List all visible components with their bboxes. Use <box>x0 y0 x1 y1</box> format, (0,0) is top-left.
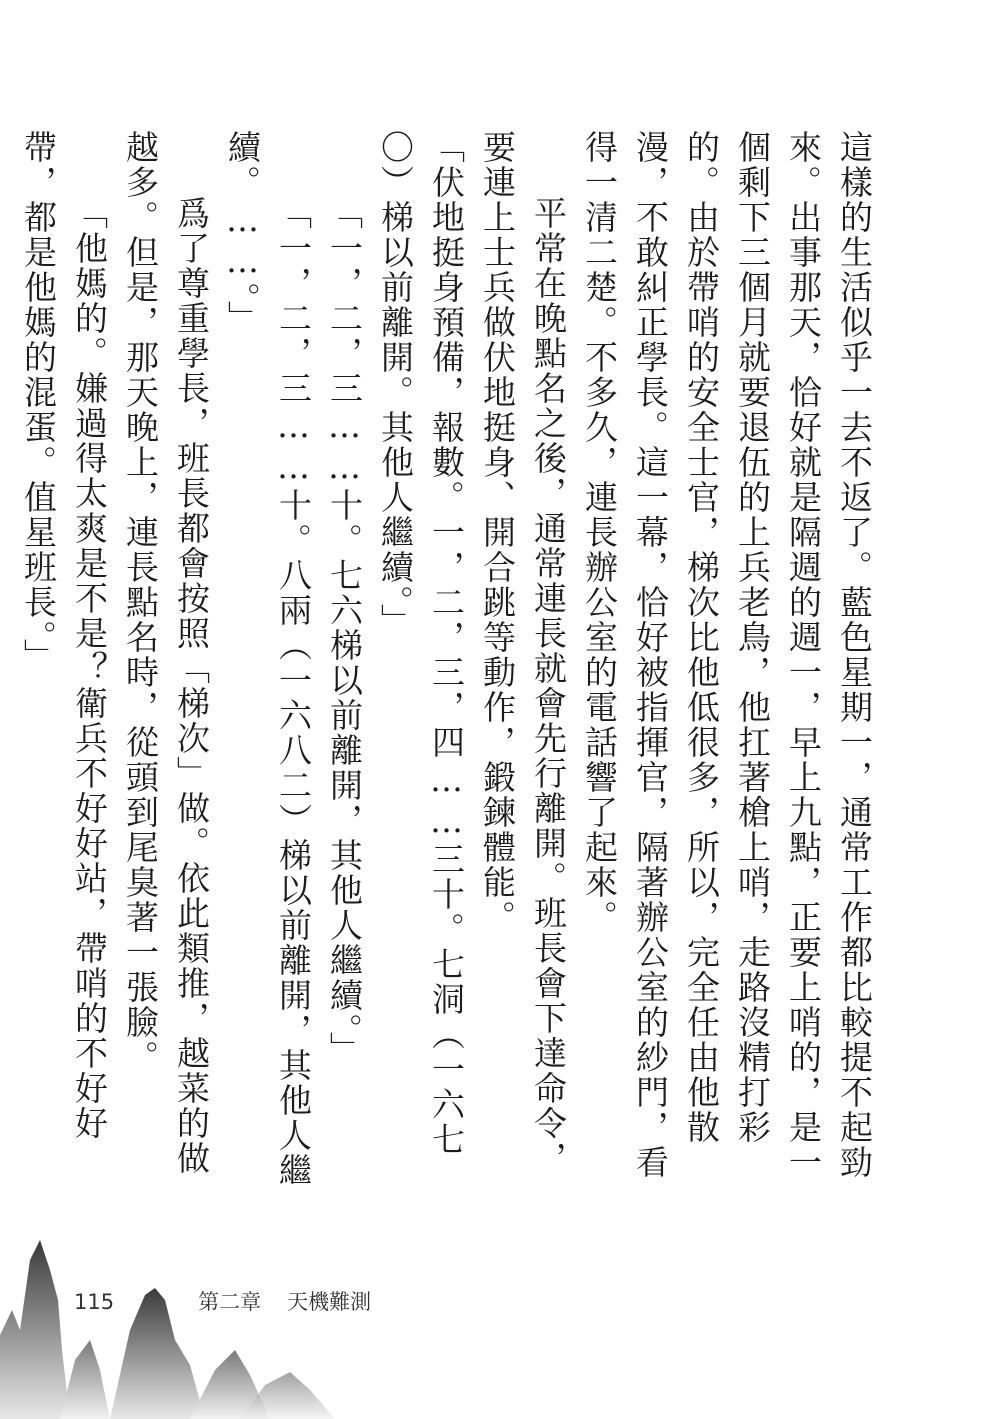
paragraph: 平常在晚點名之後，通常連長就會先行離開。班長會下達命令，要連上士兵做伏地挺身、開合跳等動作，鍛鍊體能。 <box>478 130 568 1176</box>
paragraph: 這樣的生活似乎一去不返了。藍色星期一，通常工作都比較提不起勁來。出事那天，恰好就是隔週的週一，早上九點，正要上哨的，是一個剩下三個月就要退伍的上兵老鳥，他扛著槍上哨，走路沒精打彩的。由於帶哨的安全士官，梯次比他低很多，所以，完全任由他散漫，不敢糾正學長。這一幕，恰好被指揮官，隔著辦公室的紗門，看得一清二楚。不多久，連長辦公室的電話響了起來。 <box>580 130 874 1180</box>
paragraph: 「一，二，三……十。八兩（一六八二）梯以前離開，其他人繼續。……。」 <box>223 130 313 1188</box>
chapter-title: 天機難測 <box>287 1290 372 1314</box>
page-number: 115 <box>74 1290 115 1314</box>
mountain-illustration <box>0 1240 380 1419</box>
chapter-label: 第二章 <box>198 1290 262 1314</box>
page-footer <box>74 1286 371 1316</box>
body-text <box>19 130 880 1190</box>
paragraph: 爲了尊重學長，班長都會按照「梯次」做。依此類推，越菜的做越多。但是，那天晚上，連長點名時，從頭到尾臭著一張臉。 <box>121 130 211 1176</box>
paragraph: 「一，二，三……十。七六梯以前離開，其他人繼續。」 <box>325 196 364 1067</box>
paragraph: 「他媽的。嫌過得太爽是不是？衛兵不好好站，帶哨的不好好帶，都是他媽的混蛋。值星班長。」 <box>19 130 109 1141</box>
paragraph: 「伏地挺身預備，報數。一，二，三，四……三十。七洞（一六七〇）梯以前離開。其他人繼續。」 <box>376 130 466 1157</box>
